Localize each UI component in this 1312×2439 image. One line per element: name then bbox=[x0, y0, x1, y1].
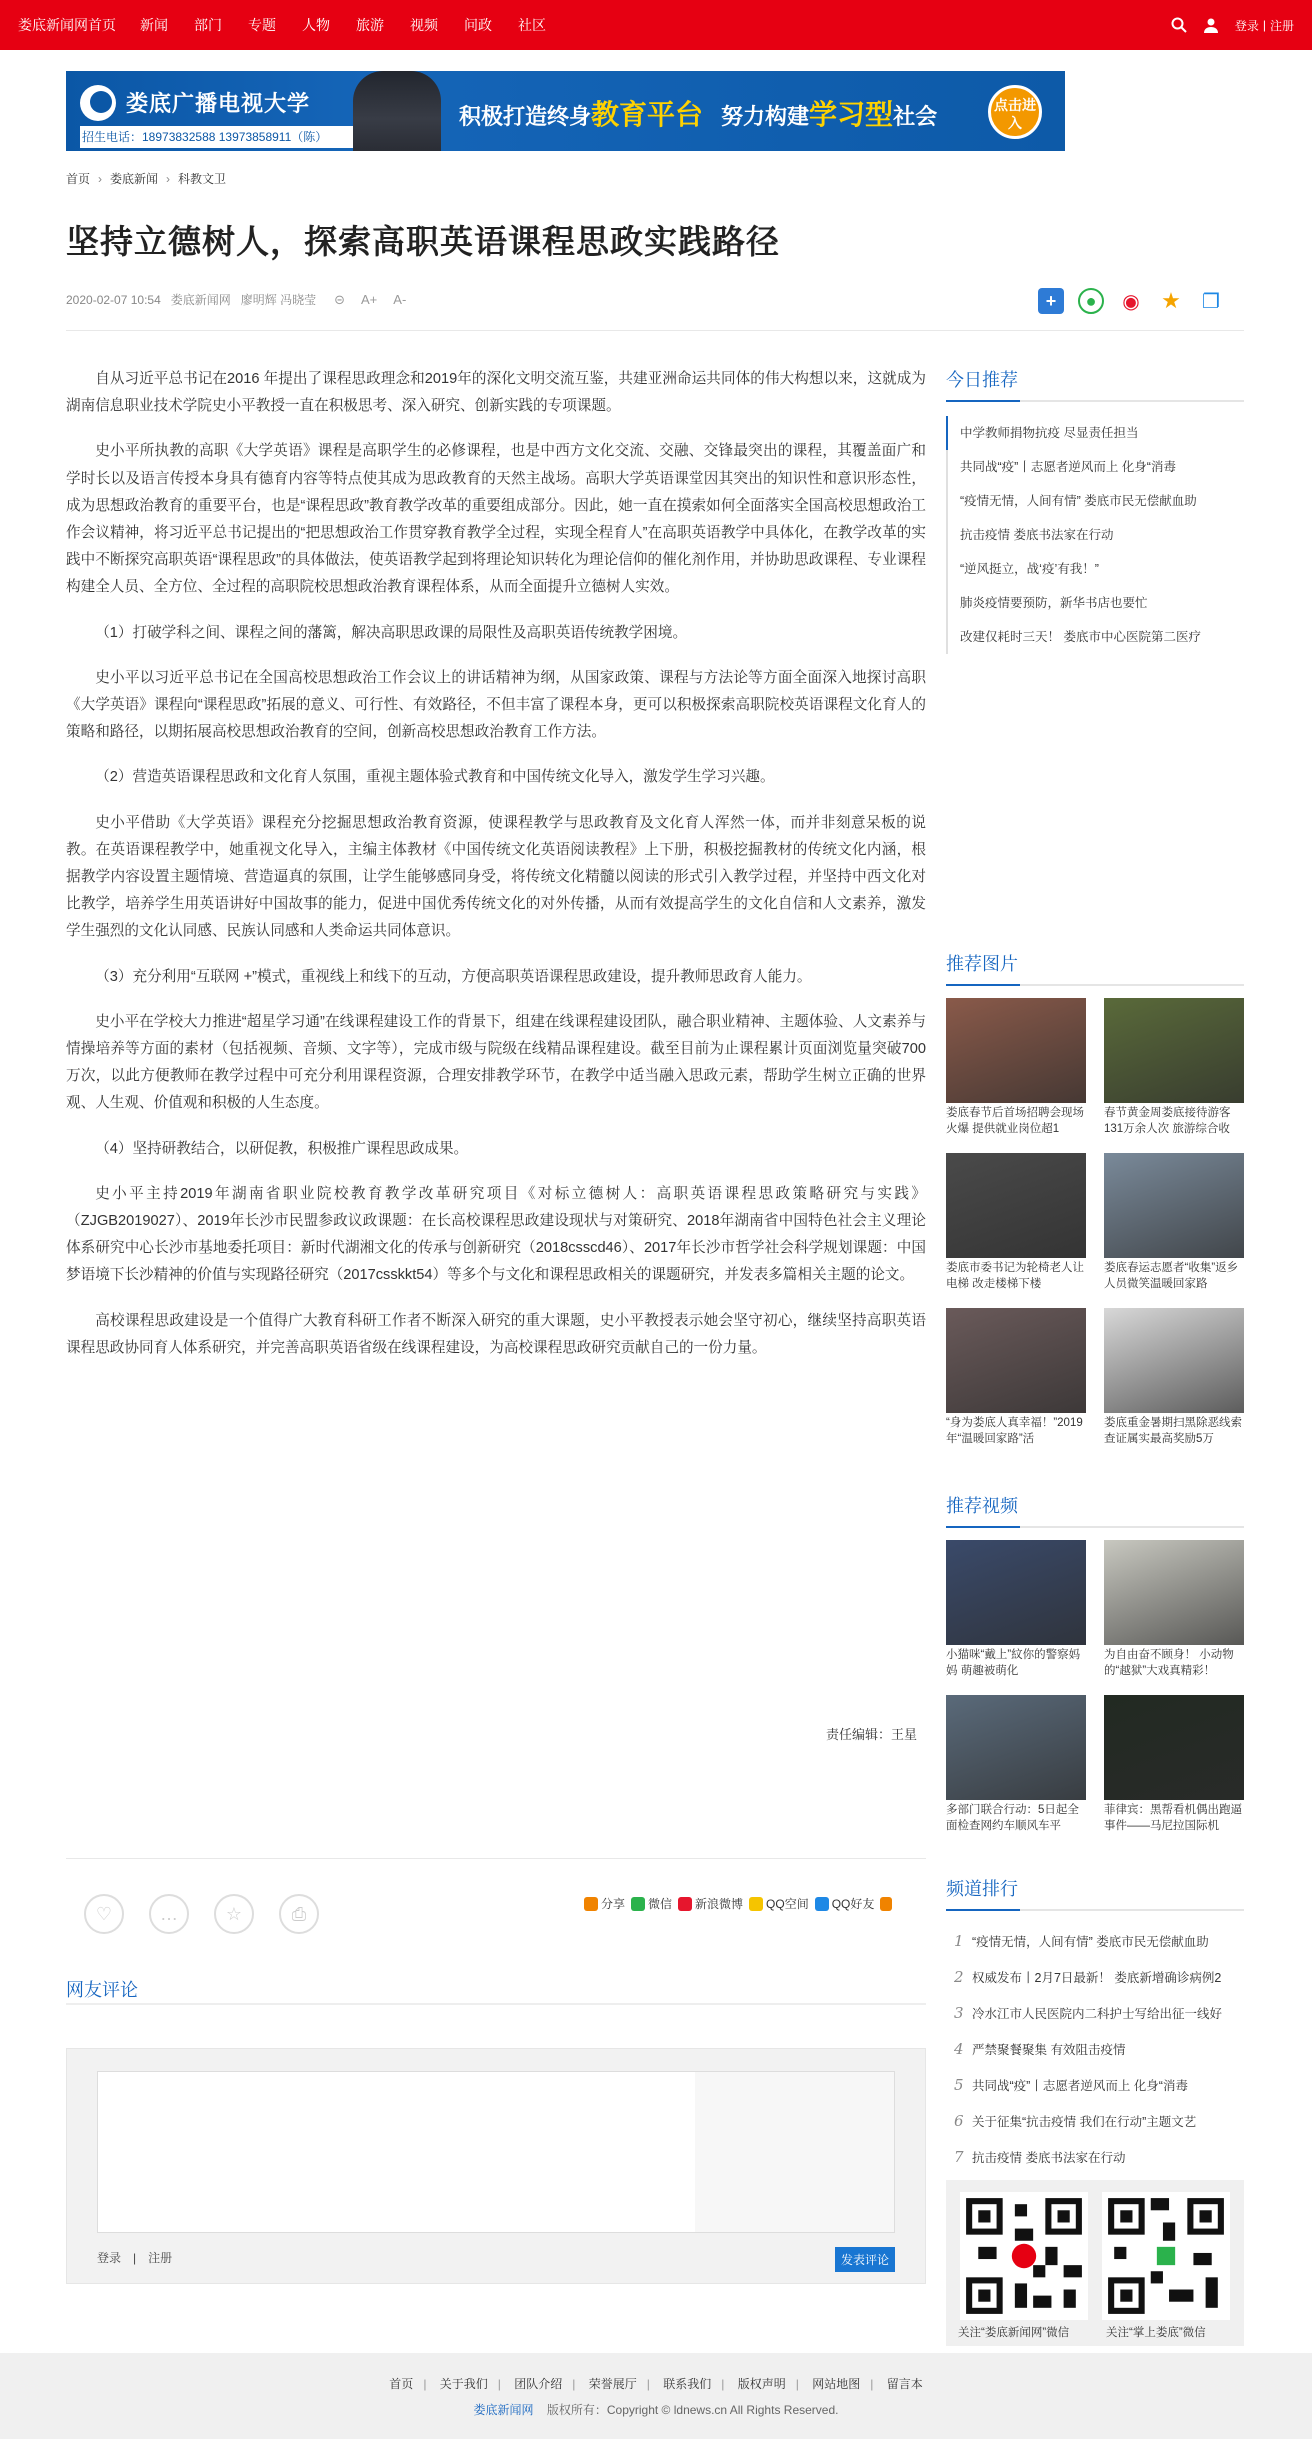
picture-grid bbox=[946, 998, 1244, 1463]
rank-number: 6 bbox=[954, 2112, 964, 2130]
picture-caption[interactable]: 娄底重金暑期扫黑除恶线索 查证属实最高奖励5万 bbox=[1104, 1417, 1242, 1445]
footer-link-honors[interactable]: 荣誉展厅 bbox=[588, 2377, 637, 2391]
video-card[interactable] bbox=[946, 1540, 1086, 1695]
picture-caption[interactable]: 娄底春运志愿者“收集”返乡人员微笑温暖回家路 bbox=[1104, 1262, 1239, 1290]
article-paragraph: 史小平借助《大学英语》课程充分挖掘思想政治教育资源，使课程教学与思政教育及文化育人浑然一体，而并非刻意呆板的说教。在英语课程教学中，她重视文化导入，主编主体教材《中国传统文化英语阅读教程》上下册，积极挖掘教材的传统文化内涵，根据教学内容设置主题情境、营造逼真的氛围，让学生能够感同身受，将传统文化精髓以阅读的形式引入教学过程，并坚持中西文化对比教学，培养学生用英语讲好中国故事的能力，促进中国优秀传统文化的对外传播，从而有效提高学生的文化自信和人文素养，激发学生强烈的文化认同感、民族认同感和人类命运共同体意识。 bbox=[66, 814, 926, 940]
comment-button[interactable]: … bbox=[149, 1894, 189, 1934]
footer-link-contact[interactable]: 联系我们 bbox=[663, 2377, 712, 2391]
picture-card[interactable] bbox=[1104, 1153, 1244, 1308]
divider bbox=[66, 330, 1244, 331]
qr-caption-right: 关注“掌上娄底”微信 bbox=[1106, 2327, 1206, 2339]
slogan-part: 积极打造终身 bbox=[459, 104, 592, 129]
account-area bbox=[1171, 0, 1294, 50]
article-meta bbox=[66, 291, 414, 308]
font-increase-button[interactable]: A+ bbox=[361, 292, 378, 307]
submit-comment-button[interactable]: 发表评论 bbox=[835, 2247, 895, 2272]
section-underline bbox=[946, 1909, 1244, 1911]
recommend-pictures bbox=[946, 950, 1244, 1463]
qzone-star-icon[interactable]: ★ bbox=[1158, 288, 1184, 314]
qr-caption-left: 关注“娄底新闻网”微信 bbox=[958, 2327, 1070, 2339]
copyright-text: 版权所有：Copyright © ldnews.cn All Rights Reserved. bbox=[546, 2403, 839, 2417]
ranking-item[interactable] bbox=[946, 2067, 1244, 2103]
video-caption[interactable]: 多部门联合行动：5日起全面检查网约车顺风车平 bbox=[946, 1804, 1079, 1832]
rank-number: 7 bbox=[954, 2148, 964, 2166]
breadcrumb bbox=[66, 170, 226, 187]
article-source[interactable]: 娄底新闻网 bbox=[170, 293, 231, 307]
rank-title[interactable]: “疫情无情，人间有情” 娄底市民无偿献血助 bbox=[972, 1935, 1209, 1949]
wechat-icon bbox=[631, 1897, 645, 1911]
article-title: 坚持立德树人，探索高职英语课程思政实践路径 bbox=[66, 223, 780, 260]
article-paragraph: （4）坚持研教结合，以研促教，积极推广课程思政成果。 bbox=[95, 1140, 469, 1157]
nav-item-politics[interactable]: 问政 bbox=[464, 17, 492, 33]
slogan-part: 社会 bbox=[893, 104, 938, 129]
school-logo-icon bbox=[80, 85, 116, 121]
register-link[interactable]: 注册 bbox=[1269, 18, 1294, 33]
qr-code-icon bbox=[1102, 2192, 1230, 2320]
weibo-icon bbox=[678, 1897, 692, 1911]
ranking-item[interactable] bbox=[946, 2103, 1244, 2139]
wechat-icon[interactable]: ● bbox=[1078, 288, 1104, 314]
video-grid bbox=[946, 1540, 1244, 1850]
recommend-videos bbox=[946, 1492, 1244, 1850]
nav-item-news[interactable]: 新闻 bbox=[140, 17, 168, 33]
rank-title[interactable]: 权威发布丨2月7日最新！ 娄底新增确诊病例2 bbox=[972, 1971, 1222, 1985]
article-paragraph: （3）充分利用“互联网 +”模式，重视线上和线下的互动，方便高职英语课程思政建设，提升教师思政育人能力。 bbox=[95, 968, 812, 985]
rank-title[interactable]: 严禁聚餐聚集 有效阻击疫情 bbox=[972, 2043, 1126, 2057]
thumbnail[interactable] bbox=[946, 1153, 1086, 1258]
article-paragraph: 高校课程思政建设是一个值得广大教育科研工作者不断深入研究的重大课题，史小平教授表示她会坚守初心，继续坚持高职英语课程思政协同育人体系研究，并完善高职英语省级在线课程建设，为高校课程思政研究贡献自己的一份力量。 bbox=[66, 1312, 926, 1356]
share-qq[interactable]: QQ好友 bbox=[831, 1897, 875, 1911]
weibo-icon[interactable]: ◉ bbox=[1118, 288, 1144, 314]
footer-link-about[interactable]: 关于我们 bbox=[439, 2377, 488, 2391]
thumbnail[interactable] bbox=[1104, 1153, 1244, 1258]
share-weibo[interactable]: 新浪微博 bbox=[695, 1897, 744, 1911]
article-paragraph: 史小平所执教的高职《大学英语》课程是高职学生的必修课程，也是中西方文化交流、交融、交锋最突出的课程，其覆盖面广和学时长以及语言传授本身具有德育内容等特点使其成为思政教育的天然主战场。高职大学英语课堂因其突出的知识性和意识形态性，成为思想政治教育的重要平台，也是“课程思政”教育教学改革的重要组成部分。因此，她一直在摸索如何全面落实全国高校思想政治工作会议精神，将习近平总书记提出的“把思想政治工作贯穿教育教学全过程，实现全程育人”在高职英语教学中具体化，在教学改革的实践中不断探究高职英语“课程思政”的具体做法，使英语教学起到将理论知识转化为理论信仰的催化剂作用，并协助思政课程、专业课程构建全人员、全方位、全过程的高职院校思想政治教育课程体系，从而全面提升立德树人实效。 bbox=[66, 443, 926, 596]
comment-input-panel bbox=[695, 2072, 894, 2232]
section-underline bbox=[946, 984, 1244, 986]
video-caption[interactable]: 小猫咪“戴上”紋你的警察妈妈 萌趣被萌化 bbox=[946, 1649, 1081, 1677]
article-paragraph: 史小平主持2019年湖南省职业院校教育教学改革研究项目《对标立德树人：高职英语课程思政策略研究与实践》（ZJGB2019027）、2019年长沙市民盟参政议政课题：在长高校课程思政建设现状与对策研究、2018年湖南省中国特色社会主义理论体系研究中心长沙市基地委托项目：新时代湖湘文化的传承与创新研究（2018csscd46）、2017年长沙市哲学社会科学规划课题：中国梦语境下长沙精神的价值与实现路径研究（2017csskkt54）等多个与文化和课程思政相关的课题研究，并发表多篇相关主题的论文。 bbox=[66, 1185, 926, 1284]
divider bbox=[66, 1858, 926, 1859]
qr-code-icon bbox=[960, 2192, 1088, 2320]
copy-icon[interactable]: ❐ bbox=[1198, 288, 1224, 314]
thumbnail[interactable] bbox=[1104, 998, 1244, 1103]
pictures-title: 推荐图片 bbox=[946, 954, 1018, 974]
main-nav bbox=[18, 0, 572, 50]
auth-sep: | bbox=[133, 2251, 137, 2265]
article-paragraph: 自从习近平总书记在2016 年提出了课程思政理念和2019年的深化文明交流互鉴，共建亚洲命运共同体的伟大构想以来，这就成为湖南信息职业技术学院史小平教授一直在积极思考、深入研究、创新实践的专项课题。 bbox=[66, 371, 926, 415]
chevron-right-icon: › bbox=[166, 172, 171, 186]
comment-auth bbox=[97, 2249, 172, 2266]
picture-caption[interactable]: 娄底春节后首场招聘会现场火爆 提供就业岗位超1 bbox=[946, 1107, 1084, 1135]
ranking-item[interactable] bbox=[946, 1959, 1244, 1995]
banner-slogan bbox=[459, 93, 937, 133]
nav-item-departments[interactable]: 部门 bbox=[194, 17, 222, 33]
more-share-icon[interactable] bbox=[880, 1897, 892, 1911]
nav-item-people[interactable]: 人物 bbox=[302, 17, 330, 33]
share-qzone[interactable]: QQ空间 bbox=[766, 1897, 809, 1911]
video-card[interactable] bbox=[1104, 1695, 1244, 1850]
list-item[interactable]: 肺炎疫情要预防，新华书店也要忙 bbox=[946, 586, 1244, 620]
thumbnail[interactable] bbox=[946, 998, 1086, 1103]
video-thumbnail[interactable] bbox=[1104, 1540, 1244, 1645]
banner-click-button[interactable]: 点击进入 bbox=[988, 85, 1042, 139]
picture-caption[interactable]: 春节黄金周娄底接待游客131万余人次 旅游综合收 bbox=[1104, 1107, 1231, 1135]
search-icon[interactable] bbox=[1171, 17, 1187, 33]
list-item[interactable]: 改建仅耗时三天！ 娄底市中心医院第二医疗 bbox=[946, 620, 1244, 654]
share-wechat[interactable]: 微信 bbox=[648, 1897, 673, 1911]
video-card[interactable] bbox=[1104, 1540, 1244, 1695]
channel-ranking bbox=[946, 1875, 1244, 2175]
footer-copyright bbox=[0, 2401, 1312, 2418]
thumbnail[interactable] bbox=[946, 1308, 1086, 1413]
footer-link-sitemap[interactable]: 网站地图 bbox=[812, 2377, 861, 2391]
videos-title: 推荐视频 bbox=[946, 1496, 1018, 1516]
slogan-part: 努力构建 bbox=[721, 104, 810, 129]
rank-number: 2 bbox=[954, 1968, 964, 1986]
article-authors: 廖明辉 冯晓莹 bbox=[240, 293, 317, 307]
article-paragraph: （1）打破学科之间、课程之间的藩篱，解决高职思政课的局限性及高职英语传统教学困境。 bbox=[95, 624, 688, 641]
breadcrumb-news[interactable]: 娄底新闻 bbox=[110, 172, 159, 186]
share-icon bbox=[584, 1897, 598, 1911]
print-button[interactable]: ⎙ bbox=[279, 1894, 319, 1934]
comments-title: 网友评论 bbox=[66, 1980, 138, 2000]
article-date: 2020-02-07 10:54 bbox=[66, 292, 161, 307]
breadcrumb-home[interactable]: 首页 bbox=[66, 172, 91, 186]
today-recommend bbox=[946, 366, 1244, 654]
rank-number: 1 bbox=[954, 1932, 964, 1950]
nav-item-travel[interactable]: 旅游 bbox=[356, 17, 384, 33]
qq-icon bbox=[815, 1897, 829, 1911]
favorite-star-button[interactable]: ☆ bbox=[214, 1894, 254, 1934]
video-thumbnail[interactable] bbox=[946, 1695, 1086, 1800]
rank-title[interactable]: 共同战“疫”丨志愿者逆风而上 化身“消毒 bbox=[972, 2079, 1188, 2093]
picture-card[interactable] bbox=[946, 1308, 1086, 1463]
footer-links: 首页 | 关于我们 | 团队介绍 | 荣誉展厅 | 联系我们 | 版权声明 | 网站地图 | 留言本 bbox=[389, 2377, 923, 2391]
top-nav-bar bbox=[0, 0, 1312, 50]
ranking-title: 频道排行 bbox=[946, 1879, 1018, 1899]
picture-card[interactable] bbox=[1104, 1308, 1244, 1463]
article-paragraph: 史小平以习近平总书记在全国高校思想政治工作会议上的讲话精神为纲，从国家政策、课程与方法论等方面全面深入地探讨高职《大学英语》课程向“课程思政”拓展的意义、可行性、有效路径，不但丰富了课程本身，更可以积极探索高职院校英语课程文化育人的策略和路径，以期拓展高校思想政治教育的空间，创新高校思想政治教育工作方法。 bbox=[66, 669, 926, 741]
responsible-editor: 责任编辑：王星 bbox=[826, 1727, 918, 1742]
today-title: 今日推荐 bbox=[946, 370, 1018, 390]
qr-codes bbox=[946, 2180, 1244, 2346]
font-decrease-button[interactable]: A- bbox=[393, 292, 407, 307]
footer-link-guestbook[interactable]: 留言本 bbox=[886, 2377, 923, 2391]
rank-number: 3 bbox=[954, 2004, 964, 2022]
nav-item-home[interactable]: 娄底新闻网首页 bbox=[18, 17, 116, 33]
user-icon[interactable] bbox=[1203, 17, 1219, 33]
slogan-highlight: 教育平台 bbox=[591, 99, 704, 130]
article-paragraph: （2）营造英语课程思政和文化育人氛围，重视主题体验式教育和中国传统文化导入，激发学生学习兴趣。 bbox=[95, 769, 775, 786]
comment-bubble-icon[interactable]: ⊝ bbox=[334, 291, 346, 307]
top-share-icons bbox=[1038, 288, 1238, 314]
breadcrumb-category[interactable]: 科教文卫 bbox=[178, 172, 227, 186]
list-item[interactable]: “逆风挺立，战‘疫’有我！” bbox=[946, 552, 1244, 586]
footer bbox=[0, 2353, 1312, 2439]
ranking-item[interactable] bbox=[946, 2031, 1244, 2067]
comment-register-link[interactable]: 注册 bbox=[148, 2251, 173, 2265]
footer-link-copyright[interactable]: 版权声明 bbox=[737, 2377, 786, 2391]
thumbnail[interactable] bbox=[1104, 1308, 1244, 1413]
footer-site-name[interactable]: 娄底新闻网 bbox=[473, 2403, 534, 2417]
login-link[interactable]: 登录 bbox=[1234, 18, 1259, 33]
list-item[interactable]: “疫情无情，人间有情” 娄底市民无偿献血助 bbox=[946, 484, 1244, 518]
today-list bbox=[946, 416, 1244, 654]
share-label[interactable]: 分享 bbox=[601, 1897, 626, 1911]
picture-card[interactable] bbox=[946, 998, 1086, 1153]
like-heart-button[interactable]: ♡ bbox=[84, 1894, 124, 1934]
share-bar bbox=[578, 1895, 895, 1912]
comment-login-link[interactable]: 登录 bbox=[97, 2251, 122, 2265]
banner-phone: 招生电话：18973832588 13973858911（陈） bbox=[80, 126, 400, 148]
footer-link-home[interactable]: 首页 bbox=[389, 2377, 414, 2391]
graduate-figure-image bbox=[353, 71, 441, 151]
ad-banner[interactable] bbox=[66, 71, 1065, 151]
picture-caption[interactable]: “身为娄底人真幸福！”2019年“温暖回家路”活 bbox=[946, 1417, 1083, 1445]
article-body bbox=[66, 366, 926, 1380]
picture-card[interactable] bbox=[1104, 998, 1244, 1153]
section-underline bbox=[946, 1526, 1244, 1528]
list-item[interactable]: 中学教师捐物抗疫 尽显责任担当 bbox=[946, 416, 1244, 450]
nav-item-video[interactable]: 视频 bbox=[410, 17, 438, 33]
footer-link-team[interactable]: 团队介绍 bbox=[514, 2377, 563, 2391]
chevron-right-icon: › bbox=[98, 172, 103, 186]
list-item[interactable]: 共同战“疫”丨志愿者逆风而上 化身“消毒 bbox=[946, 450, 1244, 484]
article-actions bbox=[84, 1894, 344, 1934]
comment-form bbox=[66, 2048, 926, 2284]
video-caption[interactable]: 为自由奋不顾身！ 小动物的“越狱”大戏真精彩！ bbox=[1104, 1649, 1234, 1677]
divider bbox=[66, 2003, 926, 2005]
rank-title[interactable]: 关于征集“抗击疫情 我们在行动”主题文艺 bbox=[972, 2115, 1197, 2129]
rank-number: 5 bbox=[954, 2076, 964, 2094]
list-item[interactable]: 抗击疫情 娄底书法家在行动 bbox=[946, 518, 1244, 552]
banner-school-name: 娄底广播电视大学 bbox=[126, 91, 311, 116]
video-card[interactable] bbox=[946, 1695, 1086, 1850]
rank-number: 4 bbox=[954, 2040, 964, 2058]
ranking-item[interactable] bbox=[946, 2139, 1244, 2175]
slogan-highlight: 学习型 bbox=[809, 99, 894, 130]
video-thumbnail[interactable] bbox=[1104, 1695, 1244, 1800]
rank-title[interactable]: 抗击疫情 娄底书法家在行动 bbox=[972, 2151, 1126, 2165]
qzone-icon bbox=[749, 1897, 763, 1911]
nav-item-community[interactable]: 社区 bbox=[518, 17, 546, 33]
video-caption[interactable]: 菲律宾：黑帮看机偶出跑逼事件——马尼拉国际机 bbox=[1104, 1804, 1242, 1832]
ranking-item[interactable] bbox=[946, 1995, 1244, 2031]
rank-title[interactable]: 冷水江市人民医院内二科护士写给出征一线好 bbox=[972, 2007, 1223, 2021]
nav-item-topics[interactable]: 专题 bbox=[248, 17, 276, 33]
plus-share-icon[interactable]: + bbox=[1038, 288, 1064, 314]
picture-card[interactable] bbox=[946, 1153, 1086, 1308]
nav-sep: | bbox=[1262, 18, 1266, 32]
section-underline bbox=[946, 400, 1244, 402]
picture-caption[interactable]: 娄底市委书记为轮椅老人让电梯 改走楼梯下楼 bbox=[946, 1262, 1084, 1290]
ranking-list bbox=[946, 1923, 1244, 2175]
ranking-item[interactable] bbox=[946, 1923, 1244, 1959]
article-paragraph: 史小平在学校大力推进“超星学习通”在线课程建设工作的背景下，组建在线课程建设团队，融合职业精神、主题体验、人文素养与情操培养等方面的素材（包括视频、音频、文字等），完成市级与院级在线精品课程建设。截至目前为止课程累计页面浏览量突破700万次，以此方便教师在教学过程中可充分利用课程资源，合理安排教学环节，在教学中适当融入思政元素，帮助学生树立正确的世界观、人生观、价值观和积极的人生态度。 bbox=[66, 1013, 926, 1112]
video-thumbnail[interactable] bbox=[946, 1540, 1086, 1645]
